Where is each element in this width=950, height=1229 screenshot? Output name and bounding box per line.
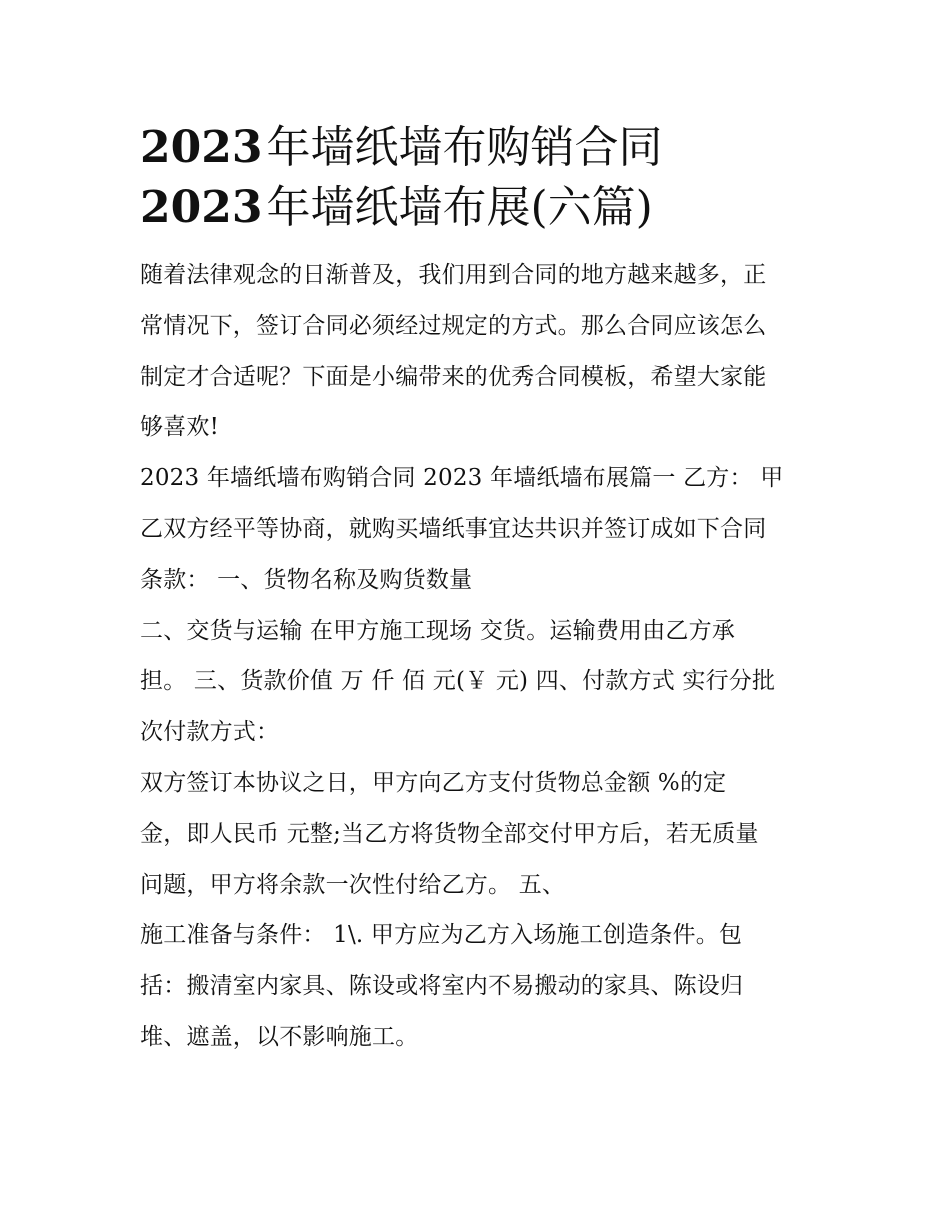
title-text: 年墙纸墙布展(六篇) [266,182,653,233]
body-line: 担。 三、货款价值 万 仟 佰 元(￥ 元) 四、付款方式 实行分批 [140,668,776,695]
document-title [140,118,820,238]
body-line: 够喜欢! [140,414,220,441]
title-year: 2023 [140,122,263,173]
body-line: 制定才合适呢？下面是小编带来的优秀合同模板，希望大家能 [140,363,767,390]
body-line: 金，即人民币 元整;当乙方将货物全部交付甲方后，若无质量 [140,820,759,847]
document-body [140,250,820,1063]
body-line: 乙双方经平等协商，就购买墙纸事宜达共识并签订成如下合同 [140,515,767,542]
body-line: 双方签订本协议之日，甲方向乙方支付货物总金额 %的定 [140,769,727,796]
body-line: 条款： 一、货物名称及购货数量 [140,566,473,593]
body-line: 括：搬清室内家具、陈设或将室内不易搬动的家具、陈设归 [140,973,744,1000]
body-line: 堆、遮盖，以不影响施工。 [140,1023,419,1050]
body-line: 次付款方式： [140,719,280,746]
title-line-1 [140,118,820,178]
title-text: 年墙纸墙布购销合同 [266,122,663,173]
body-line: 二、交货与运输 在甲方施工现场 交货。运输费用由乙方承 [140,617,736,644]
document-page [140,118,820,1063]
body-line: 2023 年墙纸墙布购销合同 2023 年墙纸墙布展篇一 乙方： 甲 [140,465,784,492]
title-year: 2023 [140,182,263,233]
body-line: 常情况下，签订合同必须经过规定的方式。那么合同应该怎么 [140,312,767,339]
title-line-2 [140,178,820,238]
body-line: 施工准备与条件： 1\. 甲方应为乙方入场施工创造条件。包 [140,922,743,949]
body-line: 随着法律观念的日渐普及，我们用到合同的地方越来越多，正 [140,262,767,288]
body-line: 问题，甲方将余款一次性付给乙方。 五、 [140,871,566,898]
